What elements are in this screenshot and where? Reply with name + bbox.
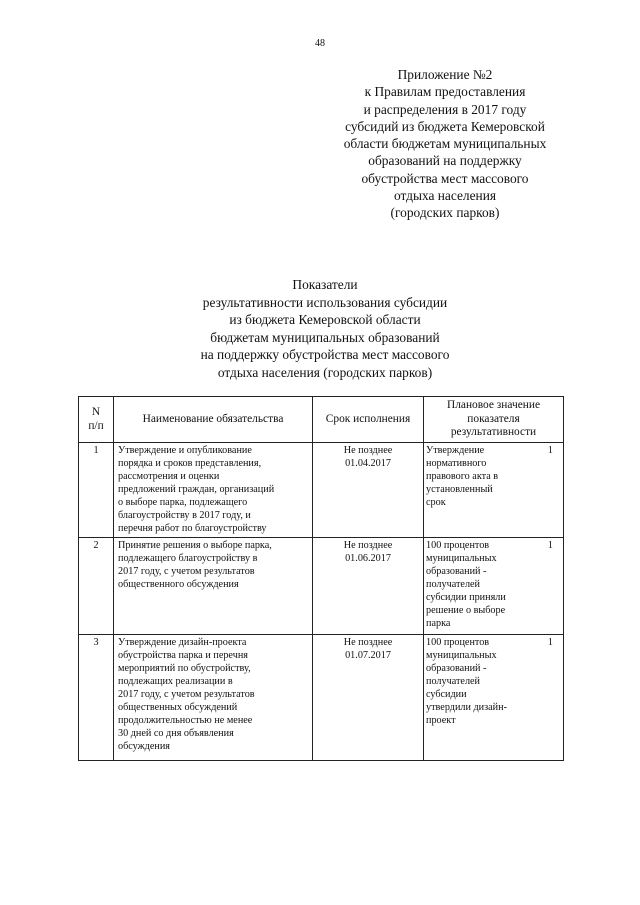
- heading-line: результативности использования субсидии: [202, 294, 448, 310]
- row-obligation: Принятие решения о выборе парка, подлежащего благоустройству в 2017 году, с учетом результатов общественного обсуждения: [114, 538, 313, 635]
- appendix-line: (городских парков): [390, 205, 500, 221]
- row-obligation: Утверждение и опубликование порядка и сроков представления, рассмотрения и оценки предложений граждан, организаций о выборе парка, подлежащего благоустройству в 2017 году, и перечня работ по благоустройству: [114, 443, 313, 538]
- header-term: Срок исполнения: [313, 397, 424, 443]
- appendix-line: субсидий из бюджета Кемеровской: [345, 118, 545, 134]
- row-indicator: Утверждение нормативного правового акта в установленный срок 1: [424, 443, 564, 538]
- header-indicator: Плановое значение показателя результативности: [424, 397, 564, 443]
- table-header-row: [79, 397, 564, 443]
- heading-line: бюджетам муниципальных образований: [210, 329, 440, 345]
- row-obligation: Утверждение дизайн-проекта обустройства парка и перечня мероприятий по обустройству, подлежащих реализации в 2017 году, с учетом результатов общественных обсуждений продолжительностью не менее 30 дней со дня объявления обсуждения: [114, 635, 313, 761]
- heading-line: отдыха населения (городских парков): [217, 364, 433, 380]
- row-indicator: 100 процентов муниципальных образований - получателей субсидии приняли решение о выборе парка 1: [424, 538, 564, 635]
- appendix-line: к Правилам предоставления: [364, 84, 526, 100]
- appendix-line: образований на поддержку: [368, 153, 522, 169]
- appendix-block: [320, 66, 570, 222]
- row-indicator: 100 процентов муниципальных образований - получателей субсидии утвердили дизайн- проект 1: [424, 635, 564, 761]
- row-num: 3: [79, 635, 114, 761]
- table-row: [79, 443, 564, 538]
- heading-line: на поддержку обустройства мест массового: [200, 347, 450, 363]
- table-row: [79, 635, 564, 761]
- heading-line: Показатели: [292, 277, 358, 292]
- appendix-line: отдыха населения: [393, 188, 497, 204]
- header-num: N п/п: [79, 397, 114, 443]
- document-heading: [0, 276, 640, 382]
- row-deadline: Не позднее 01.04.2017: [313, 443, 424, 538]
- indicators-table: [78, 396, 564, 761]
- row-num: 2: [79, 538, 114, 635]
- row-deadline: Не позднее 01.06.2017: [313, 538, 424, 635]
- page-number: 48: [315, 38, 325, 49]
- header-name: Наименование обязательства: [114, 397, 313, 443]
- row-indicator-value: 1: [547, 445, 553, 456]
- appendix-line: области бюджетам муниципальных: [343, 136, 547, 152]
- table-row: [79, 538, 564, 635]
- row-deadline: Не позднее 01.07.2017: [313, 635, 424, 761]
- appendix-line: обустройства мест массового: [361, 170, 529, 186]
- row-num: 1: [79, 443, 114, 538]
- appendix-line: и распределения в 2017 году: [363, 101, 527, 117]
- row-indicator-value: 1: [547, 540, 553, 551]
- appendix-line: Приложение №2: [397, 67, 493, 82]
- heading-line: из бюджета Кемеровской области: [229, 312, 421, 328]
- row-indicator-value: 1: [547, 637, 553, 648]
